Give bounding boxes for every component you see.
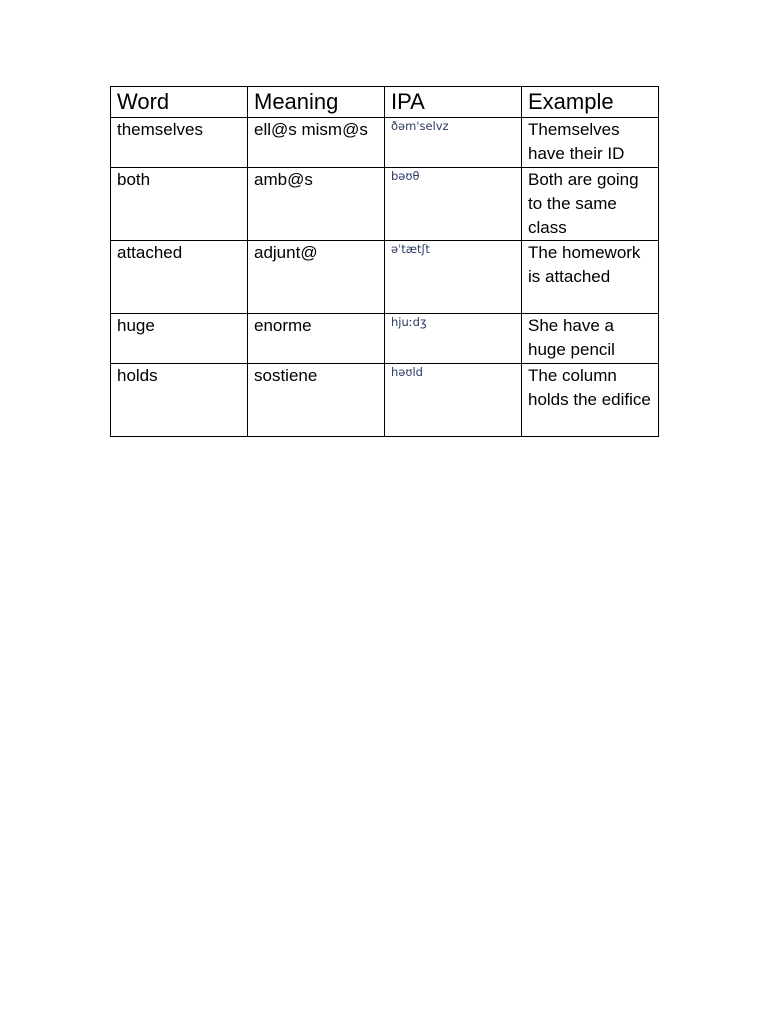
meaning-cell: ell@s mism@s xyxy=(248,118,385,168)
ipa-cell: bəʊθ xyxy=(385,168,522,241)
ipa-cell: hjuːdʒ xyxy=(385,314,522,364)
table-row xyxy=(111,168,659,241)
meaning-cell: adjunt@ xyxy=(248,241,385,314)
word-cell: holds xyxy=(111,364,248,437)
table-row xyxy=(111,241,659,314)
example-cell: Both are going to the same class xyxy=(522,168,659,241)
word-cell: themselves xyxy=(111,118,248,168)
meaning-cell: enorme xyxy=(248,314,385,364)
header-example: Example xyxy=(522,87,659,118)
header-word: Word xyxy=(111,87,248,118)
header-ipa: IPA xyxy=(385,87,522,118)
ipa-cell: ðəmˈselvz xyxy=(385,118,522,168)
word-cell: both xyxy=(111,168,248,241)
header-meaning: Meaning xyxy=(248,87,385,118)
table-row xyxy=(111,314,659,364)
meaning-cell: sostiene xyxy=(248,364,385,437)
meaning-cell: amb@s xyxy=(248,168,385,241)
table-header-row xyxy=(111,87,659,118)
word-cell: huge xyxy=(111,314,248,364)
table-row xyxy=(111,118,659,168)
ipa-cell: əˈtætʃt xyxy=(385,241,522,314)
ipa-cell: həʊld xyxy=(385,364,522,437)
example-cell: She have a huge pencil xyxy=(522,314,659,364)
vocabulary-table xyxy=(110,86,659,437)
example-cell: The homework is attached xyxy=(522,241,659,314)
table-row xyxy=(111,364,659,437)
example-cell: The column holds the edifice xyxy=(522,364,659,437)
example-cell: Themselves have their ID xyxy=(522,118,659,168)
word-cell: attached xyxy=(111,241,248,314)
